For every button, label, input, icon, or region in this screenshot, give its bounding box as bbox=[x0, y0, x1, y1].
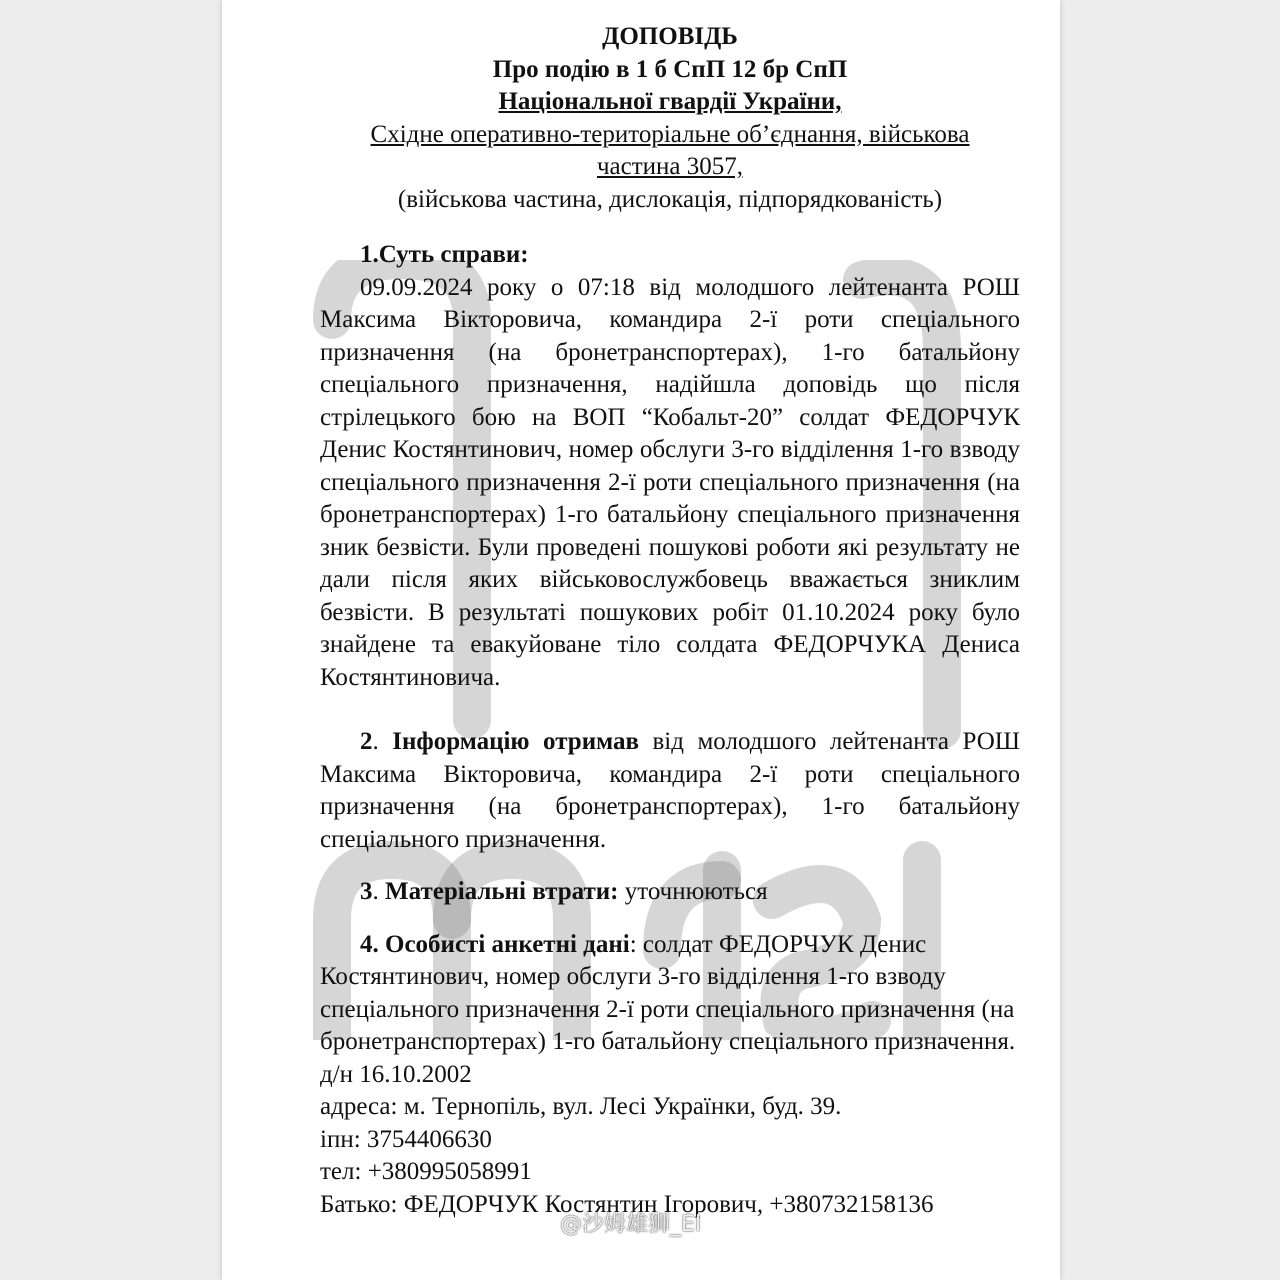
section3-text: уточнюються bbox=[618, 878, 768, 905]
doc-location-line2: частина 3057, bbox=[596, 153, 744, 180]
section3-dot: . bbox=[372, 878, 385, 905]
document-body bbox=[320, 0, 1020, 1221]
document-page bbox=[222, 0, 1060, 1280]
section3-num: 3 bbox=[360, 878, 373, 905]
section1-text: 09.09.2024 року о 07:18 від молодшого лейтенанта РОШ Максима Вікторовича, командира 2-ї роти спеціального призначення (на бронетранспортерах), 1-го батальйону спеціального призначення, надійшла доповідь що після стрілецького бою на ВОП “Кобальт-20” солдат ФЕДОРЧУК Денис Костянтинович, номер обслуги 3-го відділення 1-го взводу спеціального призначення 2-ї роти спеціального призначення (на бронетранспортерах) 1-го батальйону спеціального призначення зник безвісти. Були проведені пошукові роботи які результату не дали після яких військовослужбовець вважається зниклим безвісти. В результаті пошукових робіт 01.10.2024 року було знайдене та евакуйоване тіло солдата ФЕДОРЧУКА Дениса Костянтиновича. bbox=[320, 273, 1020, 691]
doc-title: ДОПОВІДЬ bbox=[602, 23, 738, 50]
section4-heading: 4. Особисті анкетні дані bbox=[360, 930, 630, 958]
doc-location-line1: Східне оперативно-територіальне об’єднання, військова bbox=[370, 120, 970, 148]
ipn: іпн: 3754406630 bbox=[320, 1125, 492, 1153]
section1-heading: 1.Суть справи: bbox=[360, 241, 529, 268]
address: адреса: м. Тернопіль, вул. Лесі Українки, буд. 39. bbox=[320, 1093, 842, 1120]
weibo-watermark: @沙姆雄狮_El bbox=[560, 1212, 702, 1237]
section3-heading: Матеріальні втрати: bbox=[385, 878, 619, 905]
section2-dot: . bbox=[372, 728, 393, 755]
father: Батько: ФЕДОРЧУК Костянтин Ігорович, +380732158136 bbox=[320, 1190, 934, 1218]
doc-caption: (військова частина, дислокація, підпорядкованість) bbox=[397, 185, 943, 213]
section2-heading: Інформацію отримав bbox=[392, 728, 639, 755]
section4-text: : солдат ФЕДОРЧУК Денис Костянтинович, номер обслуги 3-го відділення 1-го взводу спеціального призначення 2-ї роти спеціального призначення (на бронетранспортерах) 1-го батальйону спеціального призначення. bbox=[320, 930, 1016, 1055]
birth-date: д/н 16.10.2002 bbox=[320, 1060, 472, 1088]
section4 bbox=[320, 929, 1020, 1059]
section2-num: 2 bbox=[360, 728, 373, 755]
phone: тел: +380995058991 bbox=[320, 1158, 532, 1185]
doc-subtitle: Про подію в 1 б СпП 12 бр СпП bbox=[492, 55, 848, 83]
doc-unit: Національної гвардії України, bbox=[498, 88, 842, 115]
title-block bbox=[320, 0, 1020, 216]
section2-text: від молодшого лейтенанта РОШ Максима Вікторовича, командира 2-ї роти спеціального призначення (на бронетранспортерах), 1-го батальйону спеціального призначення. bbox=[320, 728, 1020, 853]
section2 bbox=[320, 726, 1020, 856]
section3 bbox=[320, 876, 1020, 909]
